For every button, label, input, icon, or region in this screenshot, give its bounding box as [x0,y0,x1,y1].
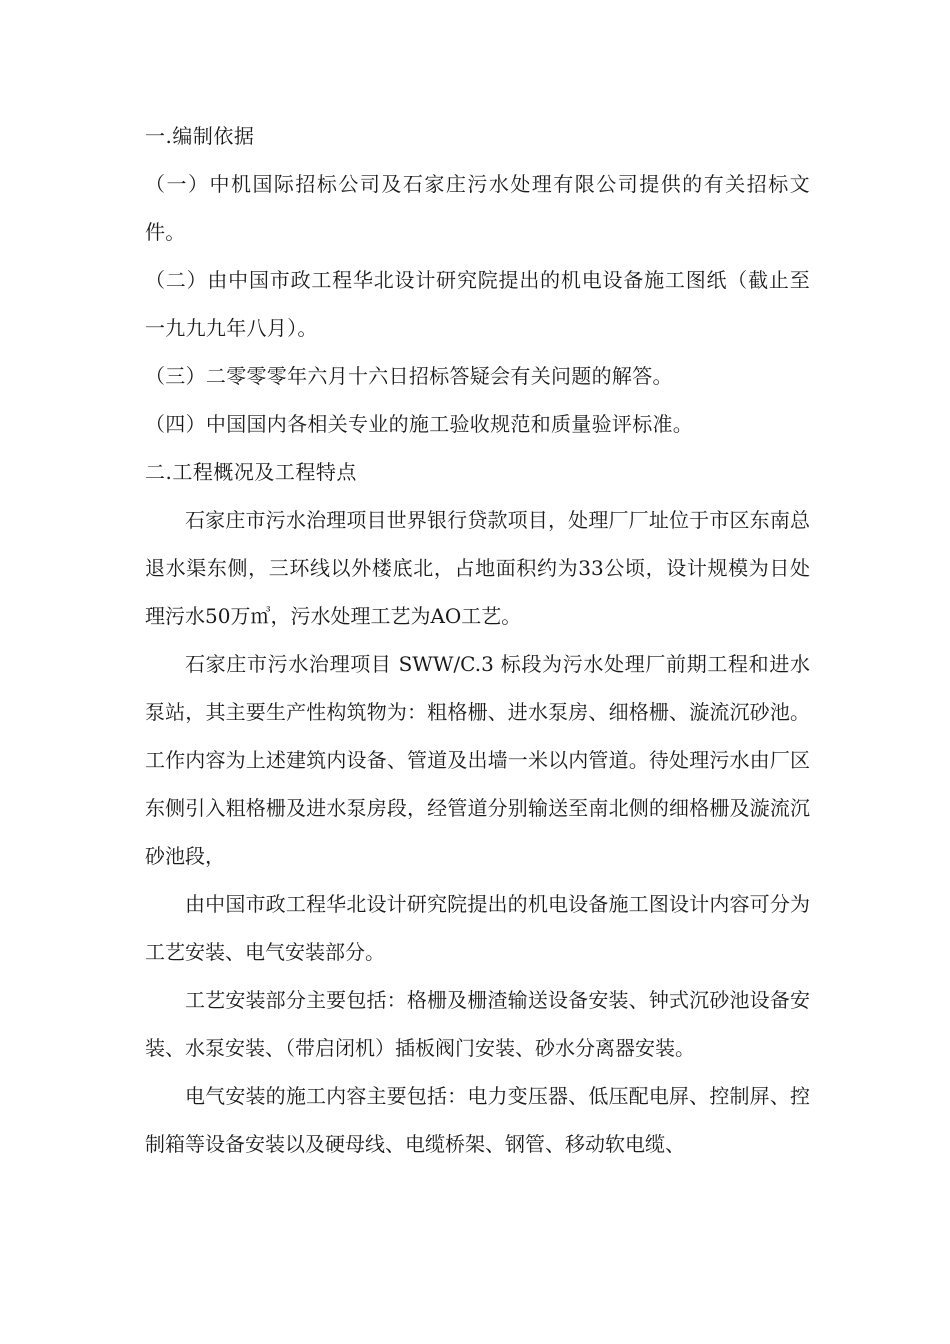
basis-item-3: （三）二零零零年六月十六日招标答疑会有关问题的解答。 [145,364,673,388]
section-heading-overview: 二.工程概况及工程特点 [145,460,357,484]
overview-paragraph-1: 石家庄市污水治理项目世界银行贷款项目，处理厂厂址位于市区东南总退水渠东侧，三环线以外楼底北，占地面积约为33公顷，设计规模为日处理污水50万㎥，污水处理工艺为AO工艺。 [145,508,810,628]
overview-paragraph-2: 石家庄市污水治理项目 SWW/C.3 标段为污水处理厂前期工程和进水泵站，其主要生产性构筑物为：粗格栅、进水泵房、细格栅、漩流沉砂池。工作内容为上述建筑内设备、管道及出墙一米以内管道。待处理污水由厂区东侧引入粗格栅及进水泵房段，经管道分别输送至南北侧的细格栅及漩流沉砂池段， [145,652,810,868]
overview-paragraph-5: 电气安装的施工内容主要包括：电力变压器、低压配电屏、控制屏、控制箱等设备安装以及硬母线、电缆桥架、钢管、移动软电缆、 [145,1084,810,1156]
basis-item-1: （一）中机国际招标公司及石家庄污水处理有限公司提供的有关招标文件。 [145,172,810,244]
document-body [145,112,810,1168]
basis-item-4: （四）中国国内各相关专业的施工验收规范和质量验评标准。 [145,412,694,436]
overview-paragraph-3: 由中国市政工程华北设计研究院提出的机电设备施工图设计内容可分为工艺安装、电气安装部分。 [145,892,810,964]
basis-item-2: （二）由中国市政工程华北设计研究院提出的机电设备施工图纸（截止至一九九九年八月）。 [145,268,810,340]
overview-paragraph-4: 工艺安装部分主要包括：格栅及栅渣输送设备安装、钟式沉砂池设备安装、水泵安装、（带启闭机）插板阀门安装、砂水分离器安装。 [145,988,810,1060]
section-heading-basis: 一.编制依据 [145,124,255,148]
